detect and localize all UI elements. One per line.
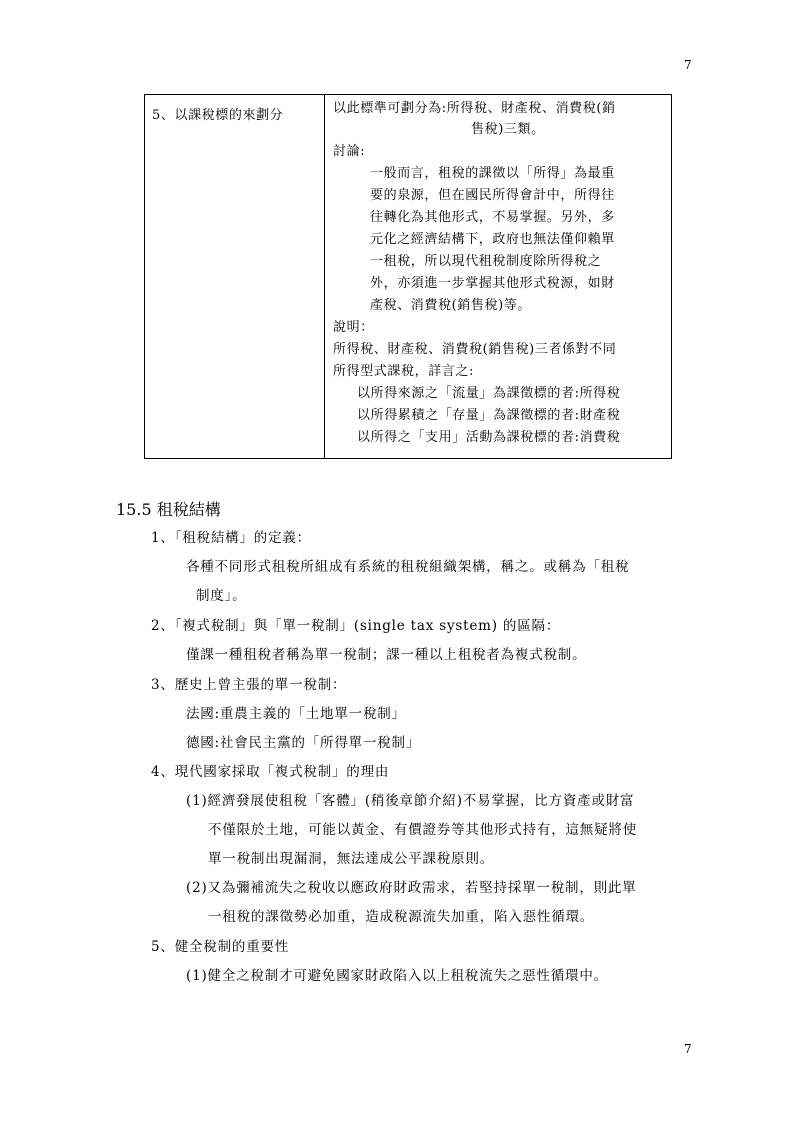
- table-intro-line-1: 以此標準可劃分為:所得稅、財產稅、消費稅(銷: [333, 101, 616, 116]
- item-heading: 3、歷史上曾主張的單一稅制：: [151, 677, 347, 693]
- table-right-cell: [325, 95, 672, 459]
- item-line: (1)經濟發展使租稅「客體」(稍後章節介紹)不易掌握，比方資產或財富: [186, 793, 635, 809]
- discussion-line: 元化之經濟結構下，政府也無法僅仰賴單: [370, 232, 615, 247]
- item-line: 單一稅制出現漏洞，無法達成公平課稅原則。: [208, 851, 494, 867]
- explain-line: 所得稅、財產稅、消費稅(銷售稅)三者係對不同: [333, 342, 617, 357]
- page-number-top: 7: [684, 58, 692, 72]
- item-line: 僅課一種租稅者稱為單一稅制；課一種以上租稅者為複式稅制。: [186, 647, 587, 663]
- tax-base-line: 以所得之「支用」活動為課稅標的者:消費稅: [357, 430, 621, 445]
- item-line: (1)健全之稅制才可避免國家財政陷入以上租稅流失之惡性循環中。: [186, 968, 608, 984]
- discussion-line: 一般而言，租稅的課徵以「所得」為最重: [370, 166, 615, 181]
- discussion-line: 外，亦須進一步掌握其他形式稅源，如財: [370, 276, 615, 291]
- tax-base-line: 以所得來源之「流量」為課徵標的者:所得稅: [357, 386, 621, 401]
- discussion-label: 討論:: [333, 144, 366, 159]
- item-line: 不僅限於土地，可能以黃金、有價證券等其他形式持有，這無疑將使: [208, 822, 637, 838]
- item-line: 各種不同形式租稅所組成有系統的租稅組織架構，稱之。或稱為「租稅: [186, 559, 630, 575]
- discussion-line: 要的泉源，但在國民所得會計中，所得往: [370, 188, 615, 203]
- tax-classification-table: [144, 94, 672, 459]
- item-line: 一租稅的課徵勢必加重，造成稅源流失加重，陷入惡性循環。: [208, 909, 595, 925]
- explain-line: 所得型式課稅，詳言之:: [333, 364, 474, 379]
- item-line: (2)又為彌補流失之稅收以應政府財政需求，若堅持採單一稅制，則此單: [186, 880, 637, 896]
- item-line: 制度」。: [196, 588, 247, 604]
- item-line: 德國:社會民主黨的「所得單一稅制」: [186, 735, 421, 751]
- item-heading: 2、「複式稅制」與「單一稅制」(single tax system) 的區隔：: [151, 618, 561, 634]
- table-left-cell: [145, 95, 325, 459]
- page-number-bottom: 7: [684, 1042, 692, 1056]
- table-left-label: 5、以課稅標的來劃分: [152, 108, 284, 123]
- item-line: 法國:重農主義的「土地單一稅制」: [186, 706, 406, 722]
- section-title: 15.5 租稅結構: [116, 500, 221, 519]
- discussion-line: 產稅、消費稅(銷售稅)等。: [370, 298, 531, 313]
- table-intro-line-2: 售稅)三類。: [471, 122, 545, 137]
- discussion-line: 一租稅，所以現代租稅制度除所得稅之: [370, 254, 602, 269]
- item-heading: 5、健全稅制的重要性: [151, 939, 290, 955]
- item-heading: 4、現代國家採取「複式稅制」的理由: [151, 764, 390, 780]
- discussion-line: 往轉化為其他形式，不易掌握。另外，多: [370, 210, 615, 225]
- explain-label: 說明：: [333, 320, 374, 335]
- tax-base-line: 以所得累積之「存量」為課徵標的者:財產稅: [357, 408, 621, 423]
- item-heading: 1、「租稅結構」的定義：: [151, 530, 311, 546]
